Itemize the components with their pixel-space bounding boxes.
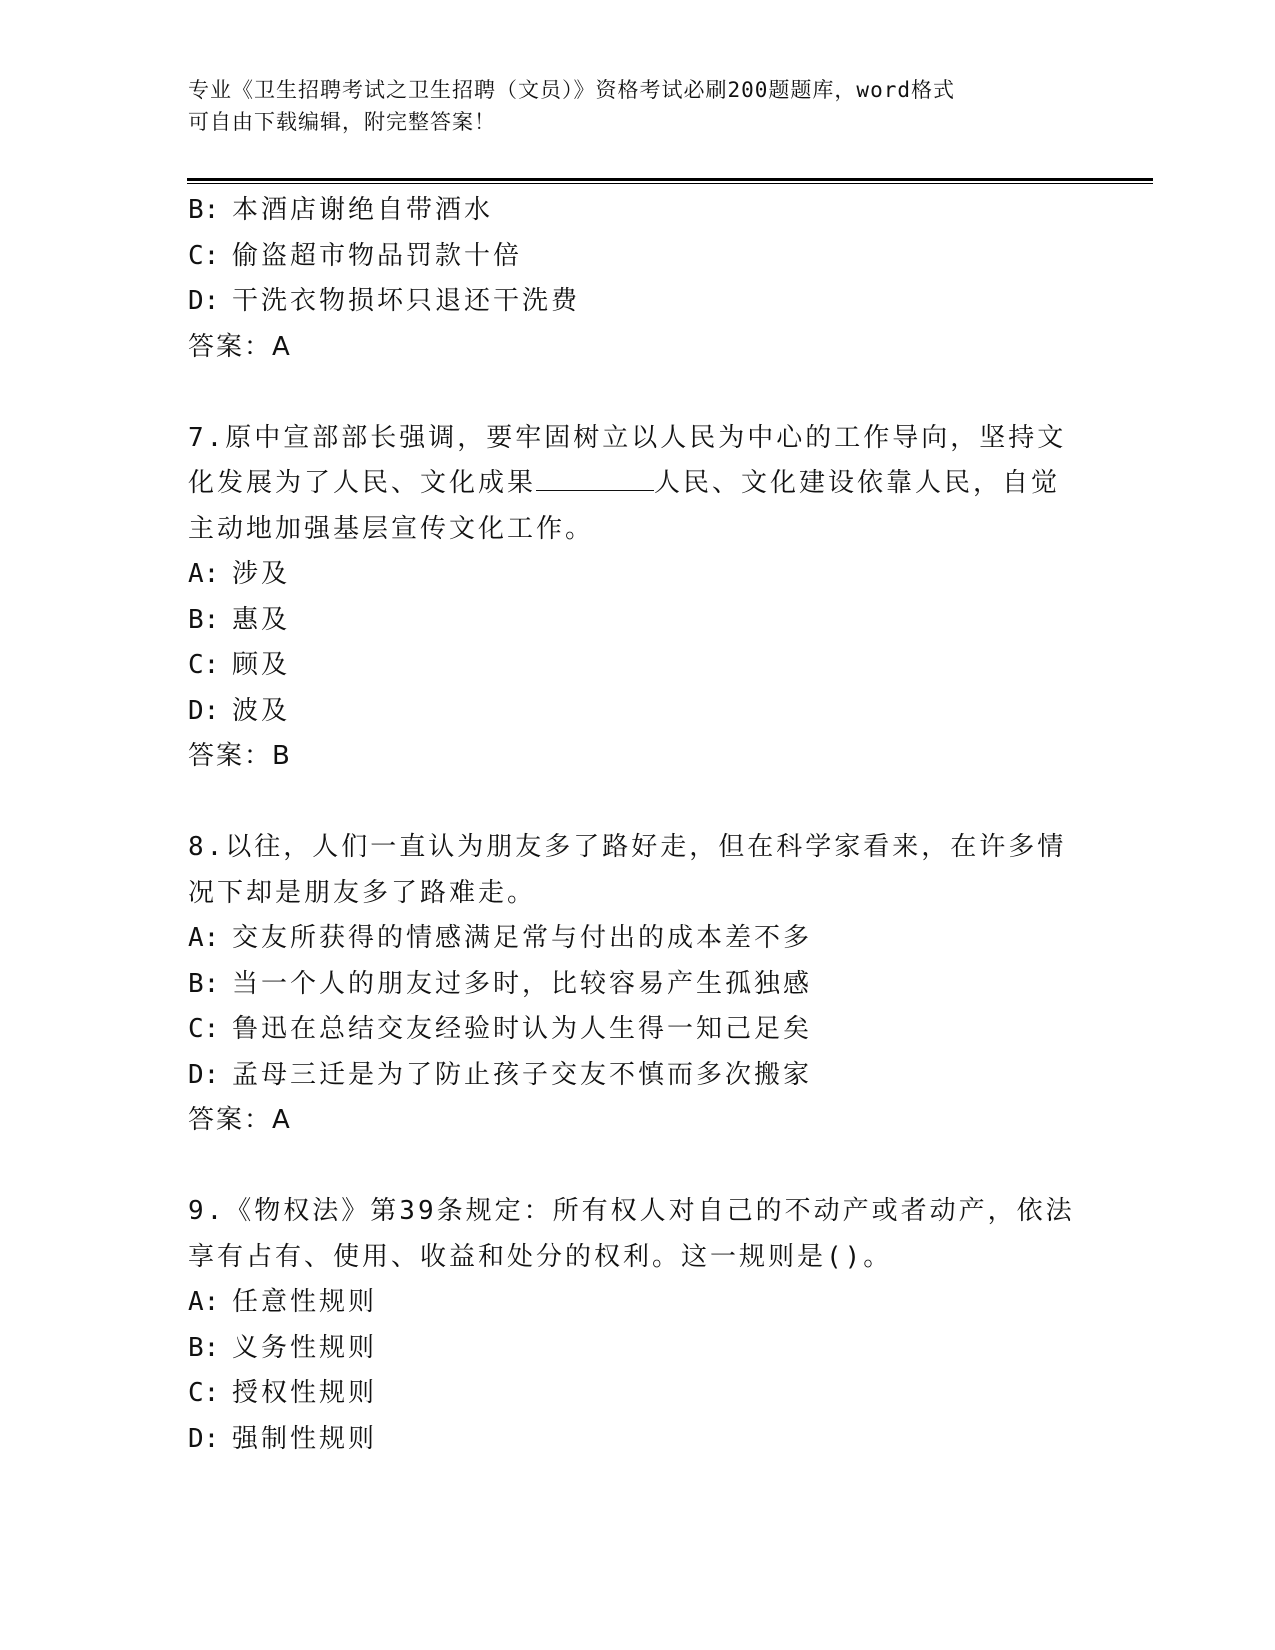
option-d: D: 波及	[188, 695, 291, 726]
option-d: D: 孟母三迁是为了防止孩子交友不慎而多次搬家	[188, 1059, 813, 1090]
option-b: B: 惠及	[188, 604, 291, 635]
header-line-2: 可自由下载编辑，附完整答案！	[188, 110, 496, 134]
spacer	[188, 780, 1118, 826]
question-list	[188, 188, 1118, 1462]
question-stem-line: 主动地加强基层宣传文化工作。	[188, 513, 595, 544]
header-line-1: 专业《卫生招聘考试之卫生招聘（文员）》资格考试必刷200题题库，word格式	[188, 78, 955, 102]
option-c: C: 鲁迅在总结交友经验时认为人生得一知己足矣	[188, 1014, 813, 1044]
option-c: C: 授权性规则	[188, 1378, 378, 1408]
spacer	[188, 370, 1118, 416]
question-stem-line: 7.原中宣部部长强调，要牢固树立以人民为中心的工作导向，坚持文	[188, 422, 1067, 453]
question-8	[188, 825, 1118, 1144]
answer-line: 答案：B	[188, 741, 292, 771]
spacer	[188, 1144, 1118, 1190]
answer-line: 答案：A	[188, 1105, 292, 1135]
option-a: A: 交友所获得的情感满足常与付出的成本差不多	[188, 923, 813, 953]
question-6-continued	[188, 188, 1118, 370]
option-a: A: 任意性规则	[188, 1287, 378, 1317]
header-rule-thin	[187, 183, 1153, 184]
question-stem-line: 享有占有、使用、收益和处分的权利。这一规则是()。	[188, 1241, 893, 1272]
option-c: C: 顾及	[188, 650, 291, 680]
question-stem-line: 9.《物权法》第39条规定：所有权人对自己的不动产或者动产，依法	[188, 1196, 1075, 1226]
question-9	[188, 1189, 1118, 1462]
option-b: B: 当一个人的朋友过多时，比较容易产生孤独感	[188, 968, 813, 999]
option-d: D: 干洗衣物损坏只退还干洗费	[188, 286, 581, 316]
fill-in-blank	[536, 468, 654, 491]
option-a: A: 涉及	[188, 559, 291, 589]
header-rule-thick	[187, 178, 1153, 181]
question-stem-line: 况下却是朋友多了路难走。	[188, 877, 537, 908]
page-header	[188, 74, 1088, 138]
question-stem-line: 8.以往，人们一直认为朋友多了路好走，但在科学家看来，在许多情	[188, 832, 1067, 862]
answer-line: 答案：A	[188, 331, 292, 362]
option-c: C: 偷盗超市物品罚款十倍	[188, 240, 523, 271]
option-b: B: 本酒店谢绝自带酒水	[188, 195, 494, 225]
question-stem-line: 化发展为了人民、文化成果 人民、文化建设依靠人民，自觉	[188, 468, 1061, 498]
option-b: B: 义务性规则	[188, 1332, 378, 1363]
question-7	[188, 416, 1118, 780]
option-d: D: 强制性规则	[188, 1423, 378, 1454]
